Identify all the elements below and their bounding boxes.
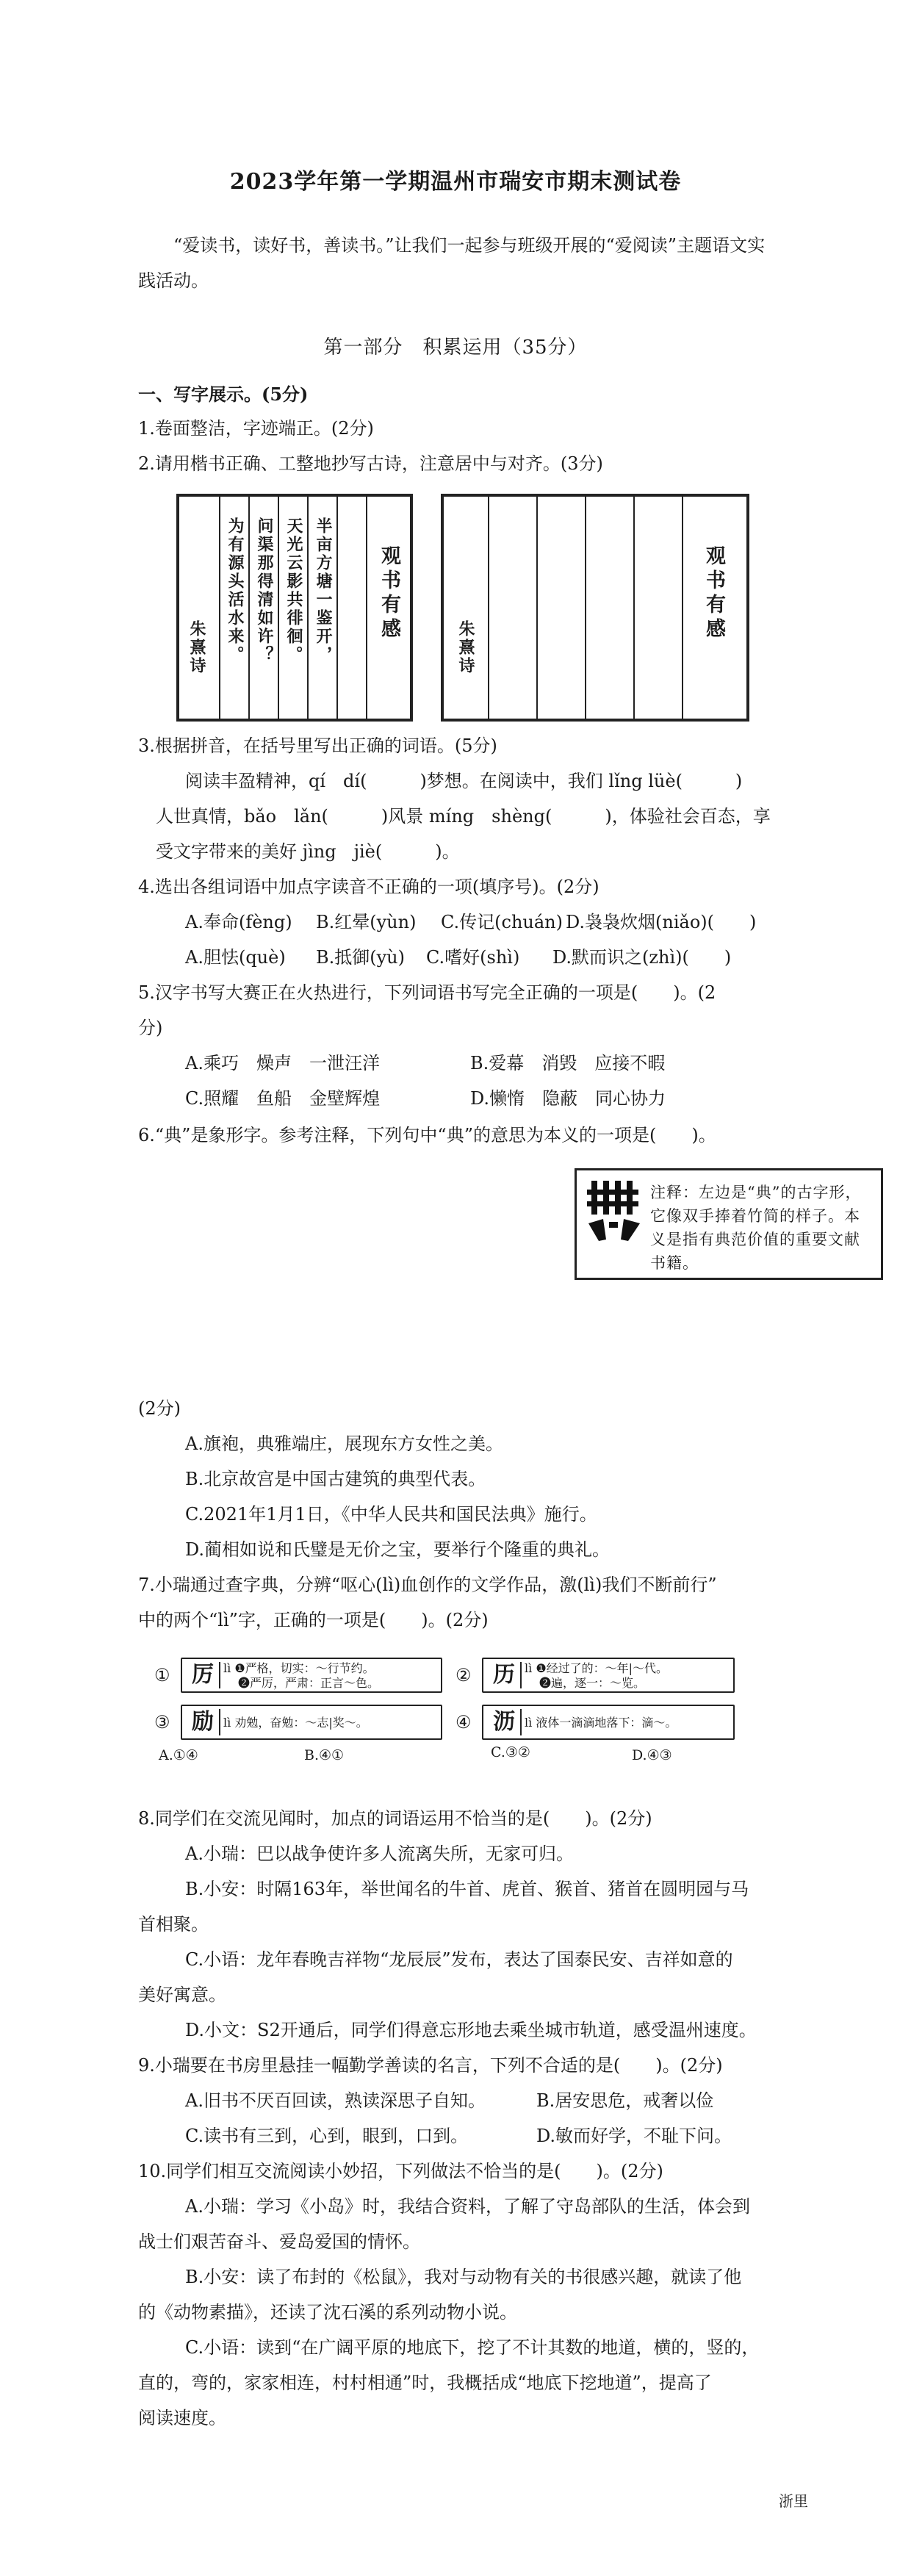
q5-option-d: D.懒惰 隐蔽 同心协力	[470, 1088, 666, 1109]
poem-line-4: 为有源头活水来。	[226, 517, 245, 664]
page-title: 2023学年第一学期温州市瑞安市期末测试卷	[229, 169, 682, 195]
q9-option-b: B.居安思危，戒奢以俭	[536, 2090, 714, 2111]
card-1-number: ①	[154, 1665, 170, 1685]
q4-row2-b: B.抵御(yù)	[316, 947, 406, 968]
question-7-cont: 中的两个“lì”字，正确的一项是( )。(2分)	[138, 1610, 489, 1630]
question-3-line-2: 人世真情，bǎo lǎn( )风景 míng shèng( )，体验社会百态，享	[156, 806, 771, 827]
q8-option-b-cont: 首相聚。	[138, 1914, 209, 1935]
question-6: 6.“典”是象形字。参考注释，下列句中“典”的意思为本义的一项是( )。	[138, 1125, 716, 1145]
question-8: 8.同学们在交流见闻时，加点的词语运用不恰当的是( )。(2分)	[138, 1808, 652, 1829]
dict-card-1-def2: ❷严厉，严肃：正言～色。	[238, 1676, 380, 1690]
intro-paragraph: “爱读书，读好书，善读书。”让我们一起参与班级开展的“爱阅读”主题语文实践活动。	[138, 235, 766, 291]
q8-option-c: C.小语：龙年春晚吉祥物“龙辰辰”发布，表达了国泰民安、吉祥如意的	[185, 1949, 733, 1970]
q4-row1-a: A.奉命(fèng)	[185, 912, 292, 932]
q10-option-c-cont1: 直的，弯的，家家相连，村村相通”时，我概括成“地底下挖地道”，提高了	[138, 2372, 712, 2393]
q6-option-a: A.旗袍，典雅端庄，展现东方女性之美。	[185, 1433, 503, 1454]
dict-card-1-def1: lì ❶严格，切实：～行节约。	[223, 1661, 375, 1675]
q4-row1-c: C.传记(chuán)	[441, 912, 563, 932]
dict-card-4-char: 沥	[488, 1709, 522, 1735]
q4-row2-c: C.嗜好(shì)	[426, 947, 520, 968]
dict-card-4	[482, 1705, 735, 1740]
question-5: 5.汉字书写大赛正在火热进行，下列词语书写完全正确的一项是( )。(2	[138, 982, 716, 1003]
q7-option-b: B.④①	[304, 1747, 345, 1763]
card-3-number: ③	[154, 1712, 170, 1733]
question-5-cont: 分)	[138, 1018, 163, 1038]
section-one-heading: 一、写字展示。(5分)	[138, 384, 309, 405]
blank-poem-title: 观书有感	[702, 545, 725, 642]
blank-poem-author: 朱熹诗	[456, 620, 475, 675]
dict-card-1	[181, 1658, 442, 1693]
dict-card-2-def2: ❷遍，逐一：～览。	[539, 1676, 646, 1690]
q10-option-b-cont: 的《动物素描》，还读了沈石溪的系列动物小说。	[138, 2302, 517, 2323]
q7-option-a: A.①④	[159, 1747, 198, 1763]
q6-option-d: D.蔺相如说和氏璧是无价之宝，要举行个隆重的典礼。	[185, 1539, 611, 1560]
q4-row1-b: B.红晕(yùn)	[316, 912, 417, 932]
dict-card-3-char: 励	[187, 1709, 220, 1735]
q8-option-a: A.小瑞：巴以战争使许多人流离失所，无家可归。	[185, 1843, 574, 1864]
question-3-line-3: 受文字带来的美好 jìng jiè( )。	[156, 841, 460, 862]
question-4: 4.选出各组词语中加点字读音不正确的一项(填序号)。(2分)	[138, 877, 599, 897]
q10-option-c-cont2: 阅读速度。	[138, 2408, 226, 2428]
q6-option-b: B.北京故宫是中国古建筑的典型代表。	[185, 1469, 486, 1489]
poem-line-3: 问渠那得清如许？	[255, 517, 274, 664]
q8-option-c-cont: 美好寓意。	[138, 1985, 226, 2005]
q4-row2-d: D.默而识之(zhì)( )	[552, 947, 732, 968]
q10-option-c: C.小语：读到“在广阔平原的地底下，挖了不计其数的地道，横的，竖的，	[185, 2337, 760, 2358]
q10-option-a-cont: 战士们艰苦奋斗、爱岛爱国的情怀。	[138, 2231, 420, 2252]
dict-card-3	[181, 1705, 442, 1740]
poem-sample-box	[176, 494, 413, 722]
q5-option-a: A.乘巧 燥声 一泄汪洋	[185, 1053, 380, 1073]
q9-option-d: D.敏而好学，不耻下问。	[536, 2126, 732, 2146]
q4-row1-d: D.袅袅炊烟(niǎo)( )	[566, 912, 757, 932]
poem-author: 朱熹诗	[187, 620, 206, 675]
q5-option-c: C.照耀 鱼船 金壁辉煌	[185, 1088, 381, 1109]
q7-option-d: D.④③	[632, 1747, 672, 1763]
question-3: 3.根据拼音，在括号里写出正确的词语。(5分)	[138, 735, 497, 756]
question-2: 2.请用楷书正确、工整地抄写古诗，注意居中与对齐。(3分)	[138, 453, 603, 474]
q10-option-a: A.小瑞：学习《小岛》时，我结合资料，了解了守岛部队的生活，体会到	[185, 2196, 750, 2217]
q6-option-c: C.2021年1月1日，《中华人民共和国民法典》施行。	[185, 1504, 597, 1525]
question-6-score: (2分)	[138, 1398, 181, 1419]
poem-line-2: 天光云影共徘徊。	[284, 517, 303, 664]
dict-card-1-char: 厉	[187, 1662, 220, 1688]
dict-card-4-def1: lì 液体一滴滴地落下：滴～。	[525, 1716, 677, 1730]
dict-card-2-def1: lì ❶经过了的：～年|～代。	[525, 1661, 669, 1675]
q7-option-c: C.③②	[491, 1744, 530, 1760]
q5-option-b: B.爱幕 消毁 应接不暇	[470, 1053, 666, 1073]
ancient-dian-glyph-icon	[581, 1178, 647, 1244]
question-3-line-1: 阅读丰盈精神，qí dí( )梦想。在阅读中，我们 lǐng lüè( )	[185, 771, 743, 791]
dict-card-2	[482, 1658, 735, 1693]
poem-writing-box[interactable]	[441, 494, 749, 722]
q9-option-a: A.旧书不厌百回读，熟读深思子自知。	[185, 2090, 486, 2111]
dict-card-2-char: 历	[488, 1662, 522, 1688]
poem-line-1: 半亩方塘一鉴开，	[314, 517, 333, 664]
question-7: 7.小瑞通过查字典，分辨“呕心(lì)血创作的文学作品，激(lì)我们不断前行”	[138, 1575, 717, 1595]
card-2-number: ②	[455, 1665, 472, 1685]
poem-title: 观书有感	[378, 545, 400, 642]
card-4-number: ④	[455, 1712, 472, 1733]
page-footer: 浙里	[779, 2492, 808, 2510]
part-one-title: 第一部分 积累运用（35分）	[323, 337, 588, 359]
dian-annotation-box	[575, 1168, 883, 1280]
q4-row2-a: A.胆怯(què)	[185, 947, 286, 968]
q10-option-b: B.小安：读了布封的《松鼠》，我对与动物有关的书很感兴趣，就读了他	[185, 2267, 742, 2287]
q9-option-c: C.读书有三到，心到，眼到，口到。	[185, 2126, 469, 2146]
question-1: 1.卷面整洁，字迹端正。(2分)	[138, 418, 374, 439]
q8-option-b: B.小安：时隔163年，举世闻名的牛首、虎首、猴首、猪首在圆明园与马	[185, 1879, 749, 1899]
dict-card-3-def1: lì 劝勉，奋勉：～志|奖～。	[223, 1716, 368, 1730]
question-10: 10.同学们相互交流阅读小妙招，下列做法不恰当的是( )。(2分)	[138, 2161, 663, 2181]
question-9: 9.小瑞要在书房里悬挂一幅勤学善读的名言，下列不合适的是( )。(2分)	[138, 2055, 723, 2076]
q8-option-d: D.小文：S2开通后，同学们得意忘形地去乘坐城市轨道，感受温州速度。	[185, 2020, 757, 2040]
dian-annotation-text: 注释：左边是“典”的古字形，它像双手捧着竹简的样子。本义是指有典范价值的重要文献书籍。	[650, 1184, 862, 1272]
